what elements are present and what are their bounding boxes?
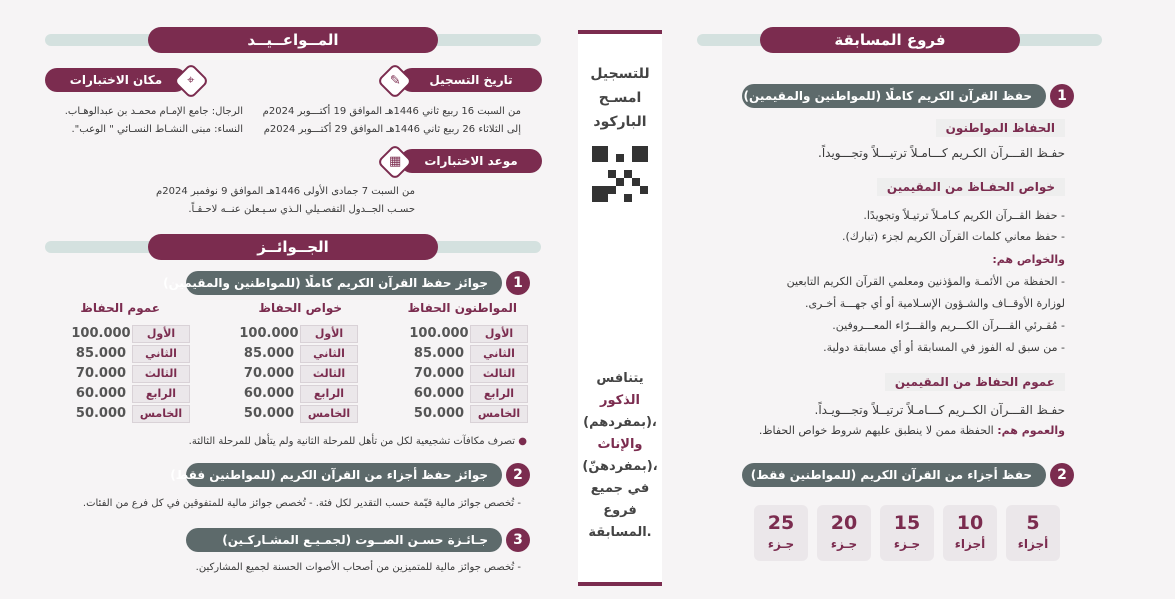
prize2-number: 2 [506,463,530,487]
location-pin-icon: ⌖ [173,63,210,100]
special-title: خواص الحفـاظ من المقيمين [877,178,1065,196]
rank-cell: الأول [132,325,190,343]
rank-cell: الأول [470,325,528,343]
prize-value: 60.000 [75,386,127,401]
parts-card-25: 25 جـزء [754,505,808,561]
exam-line-2: حسـب الجــدول التفصـيلي الـذي سـيـعلن عنــه لاحـقـاً. [188,204,415,215]
exam-line-1: من السبت 7 جمادى الأولى 1446هـ الموافق 9 نوفمبر 2024م [156,186,415,197]
general-who-text: الحفظة ممن لا ينطبق عليهم شروط خواص الحفاظ. [758,424,994,437]
general-who [759,424,1065,437]
prize-value: 60.000 [413,386,465,401]
prize3-number: 3 [506,528,530,552]
prize1-number: 1 [506,271,530,295]
special-who-2: لوزارة الأوقــاف والشـؤون الإسـلامية أو أي جهـــة أخـرى. [804,297,1065,310]
prize-value: 50.000 [243,406,295,421]
compete-text: يتنافس الذكور (بمفردهم)، والإناث (بمفردهنّ)، في جميع فروع المسابقة. [582,371,658,540]
branch1-label: حفظ القرآن الكريم كاملًا (للمواطنين والمقيمين) [742,84,1046,108]
qr-code[interactable] [592,146,648,202]
branch2-number: 2 [1050,463,1074,487]
prize-value: 85.000 [243,346,295,361]
citizens-text: حفـظ القـــرآن الكـريم كـــامـلاً ترتيـــلاً وتجـــويداً. [818,146,1065,160]
bonus-text-value: تصرف مكافآت تشجيعية لكل من تأهل للمرحلة الثانية ولم يتأهل للمرحلة الثالثة. [188,436,516,447]
place-men: الرجال: جامع الإمـام محمـد بن عبدالوهـاب. [64,106,243,117]
prize2-text: - تُخصص جوائز مالية قيّمة حسب التقدير لكل فئة. - تُخصص جوائز مالية للمتفوقين في كل فرع من الفئات. [82,498,521,509]
prize-value: 85.000 [75,346,127,361]
parts-card-15: 15 جـزء [880,505,934,561]
rank-cell: الخامس [300,405,358,423]
reg-line-1: من السبت 16 ربيع ثاني 1446هـ الموافق 19 أكتـــوبر 2024م [262,106,521,117]
prize-value: 50.000 [75,406,127,421]
exam-place-label: مكان الاختبارات [45,68,187,92]
branches-title: فروع المسابقة [760,27,1020,53]
prize-value: 70.000 [243,366,295,381]
prize-value: 100.000 [71,326,131,341]
rank-cell: الرابع [300,385,358,403]
rank-cell: الثاني [470,345,528,363]
rank-cell: الأول [300,325,358,343]
rank-cell: الثالث [300,365,358,383]
register-text: للتسجيل امسـح الباركود [590,66,650,130]
prize-value: 85.000 [413,346,465,361]
special-item-1: - حفظ القــرآن الكريم كـامـلاً ترتيـلاً وتجويدًا. [863,209,1065,222]
special-who: والخواص هم: [992,253,1065,266]
place-women: النساء: مبنى النشـاط النسـائي " الوعب". [71,124,243,135]
exam-date-label: موعد الاختبارات [400,149,542,173]
general-title: عموم الحفاظ من المقيمين [885,373,1065,391]
col-special-title: خواص الحفاظ [258,301,342,315]
reg-line-2: إلى الثلاثاء 26 ربيع ثاني 1446هـ الموافق 29 أكتـــوبر 2024م [263,124,521,135]
general-text: حفـظ القـــرآن الكــريم كـــامـلاً ترتيــلاً وتجـــويـداً. [814,403,1065,417]
rank-cell: الثاني [132,345,190,363]
prize-value: 60.000 [243,386,295,401]
calendar-grid-icon: ▦ [377,144,414,181]
parts-card-10: 10 أجزاء [943,505,997,561]
parts-card-5: 5 أجزاء [1006,505,1060,561]
prize-value: 70.000 [75,366,127,381]
prize-value: 100.000 [409,326,469,341]
rank-cell: الخامس [470,405,528,423]
branch1-number: 1 [1050,84,1074,108]
rank-cell: الثالث [470,365,528,383]
dates-title: المــواعــيــد [148,27,438,53]
special-who-4: - من سبق له الفوز في المسابقة أو أي مسابقة دولية. [823,341,1065,354]
prize3-label: جـائـزة حسـن الصــوت (لجمـيـع المشـاركـين) [186,528,502,552]
prize1-label: جوائز حفظ القرآن الكريم كاملًا (للمواطنين والمقيمين) [186,271,502,295]
registration-label: تاريخ التسجيل [400,68,542,92]
col-general-title: عموم الحفاظ [80,301,160,315]
parts-card-20: 20 جـزء [817,505,871,561]
special-who-3: - مُقـرئي القـــرآن الكـــريم والقـــرّاء المعـــروفين. [832,319,1065,332]
branch2-label: حفظ أجزاء من القرآن الكريم (للمواطنين فقط) [742,463,1046,487]
prizes-title: الجــوائــز [148,234,438,260]
prize-value: 100.000 [239,326,299,341]
general-who-label: والعموم هم: [997,424,1065,437]
col-citizens-title: المواطنون الحفاظ [407,301,517,315]
special-item-2: - حفظ معاني كلمات القرآن الكريم لجزء (تبارك). [842,230,1065,243]
bullet-icon: ● [515,436,527,447]
rank-cell: الرابع [132,385,190,403]
prize3-text: - تُخصص جوائز مالية للمتميزين من أصحاب الأصوات الحسنة لجميع المشاركين. [195,562,521,573]
rank-cell: الرابع [470,385,528,403]
bonus-text [189,436,527,447]
rank-cell: الثالث [132,365,190,383]
prize-value: 50.000 [413,406,465,421]
rank-cell: الثاني [300,345,358,363]
calendar-icon: ✎ [377,63,414,100]
special-who-1: - الحفظة من الأئمـة والمؤذنين ومعلمي القرآن الكريم التابعين [786,275,1065,288]
rank-cell: الخامس [132,405,190,423]
prize-value: 70.000 [413,366,465,381]
prize2-label: جوائز حفظ أجزاء من القرآن الكريم (للمواطنين فقط) [186,463,502,487]
citizens-title: الحفاظ المواطنون [936,119,1065,137]
